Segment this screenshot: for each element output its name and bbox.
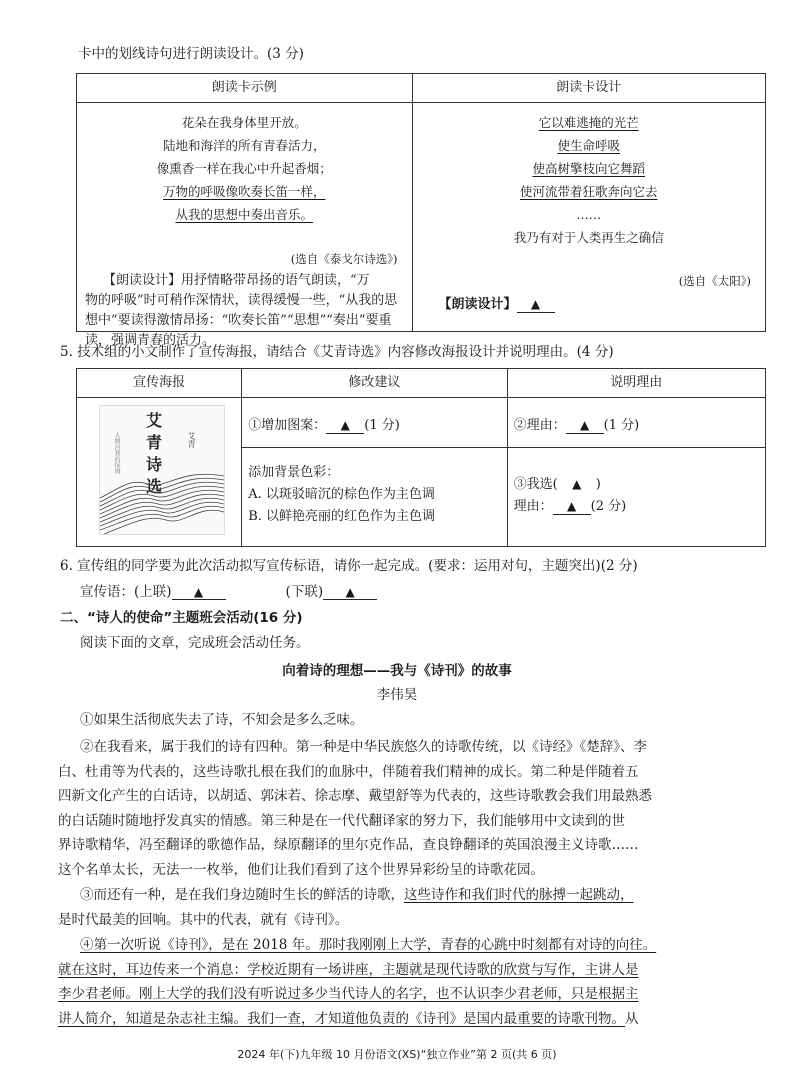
right-poem-line: 我乃有对于人类再生之确信 bbox=[513, 230, 664, 245]
p3-text: ③而还有一种，是在我们身边随时生长的鲜活的诗歌， bbox=[80, 887, 404, 903]
paragraph-2 bbox=[58, 735, 768, 883]
page-footer: 2024 年(下)九年级 10 月份语文(XS)“独立作业”第 2 页(共 6 页) bbox=[237, 1048, 557, 1061]
option-a[interactable]: A. 以斑驳暗沉的棕色作为主色调 bbox=[248, 487, 435, 502]
answer-blank[interactable] bbox=[326, 418, 364, 434]
reason-2-score: (2 分) bbox=[590, 499, 627, 514]
left-design-line: 想中”要读得激情昂扬：“吹奏长笛”“思想”“奏出”要重 bbox=[85, 313, 392, 328]
left-poem-line-underlined: 万物的呼吸像吹奏长笛一样， bbox=[162, 184, 326, 199]
reason-1-score: (1 分) bbox=[603, 418, 640, 433]
triangle-icon: ▲ bbox=[567, 499, 577, 513]
slogan-lower-label: (下联) bbox=[285, 584, 324, 600]
p3-text: 是时代最美的回响。其中的代表，就有《诗刊》。 bbox=[58, 911, 349, 928]
left-source: (选自《泰戈尔诗选》) bbox=[290, 252, 398, 266]
triangle-icon: ▲ bbox=[193, 585, 204, 599]
answer-blank[interactable] bbox=[553, 499, 591, 515]
left-poem-line: 像熏香一样在我心中升起香烟； bbox=[156, 161, 332, 176]
p2-line: 四新文化产生的白话诗，以胡适、郭沫若、徐志摩、戴望舒等为代表的，这些诗歌教会我们用最熟悉 bbox=[58, 788, 652, 805]
right-poem-line-underlined: 使高树擎枝向它舞蹈 bbox=[532, 161, 645, 176]
poster-cell bbox=[77, 398, 242, 547]
p4-underlined: 李少君老师。刚上大学的我们没有听说过多少当代诗人的名字，也不认识李少君老师，只是根据主 bbox=[58, 986, 639, 1003]
p2-line: 界诗歌精华，冯至翻译的歌德作品，绿原翻译的里尔克作品，查良铮翻译的英国浪漫主义诗歌…… bbox=[58, 837, 639, 854]
paragraph-3 bbox=[58, 883, 768, 932]
suggestion-2-cell bbox=[242, 448, 507, 547]
answer-blank[interactable] bbox=[566, 418, 604, 434]
left-poem-line-underlined: 从我的思想中奏出音乐。 bbox=[175, 207, 313, 222]
triangle-icon: ▲ bbox=[345, 585, 355, 599]
article-author: 李伟昊 bbox=[376, 687, 418, 703]
left-design-line: 物的呼吸”时可稍作深情状，读得缓慢一些，“从我的思 bbox=[85, 293, 398, 308]
suggestion-2-title: 添加背景色彩： bbox=[248, 465, 340, 480]
p2-line: 的白话随时随地抒发真实的情感。第三种是在一代代翻译家的努力下，我们能够用中文读到的世 bbox=[58, 812, 625, 829]
header-poster: 宣传海报 bbox=[77, 369, 242, 398]
answer-blank[interactable] bbox=[517, 297, 555, 313]
section-instruction: 阅读下面的文章，完成班会活动任务。 bbox=[80, 635, 310, 651]
right-poem-line-underlined: 它以难逃掩的光芒 bbox=[538, 115, 639, 130]
right-ellipsis: …… bbox=[576, 207, 602, 222]
paragraph-1: ①如果生活彻底失去了诗，不知会是多么乏味。 bbox=[80, 712, 364, 728]
header-suggestion: 修改建议 bbox=[242, 369, 507, 398]
p2-line: 这个名单太长，无法一一枚举，他们让我们看到了这个世界异彩纷呈的诗歌花园。 bbox=[58, 861, 544, 878]
answer-blank[interactable] bbox=[172, 585, 226, 600]
p4-underlined: 就在这时，耳边传来一个消息：学校近期有一场讲座，主题就是现代诗歌的欣赏与写作，主讲人是 bbox=[58, 961, 639, 978]
triangle-icon: ▲ bbox=[340, 418, 350, 432]
choose-end: ) bbox=[595, 477, 601, 492]
slogan-upper-label: 宣传语：(上联) bbox=[80, 584, 172, 600]
p2-line: ②在我看来，属于我们的诗有四种。第一种是中华民族悠久的诗歌传统，以《诗经》《楚辞》、李 bbox=[80, 739, 647, 755]
mountain-wave-icon bbox=[100, 458, 224, 534]
poster-title: 艾青诗选 bbox=[146, 411, 163, 496]
option-b[interactable]: B. 以鲜艳亮丽的红色作为主色调 bbox=[248, 509, 436, 524]
right-poem-line-underlined: 使河流带着狂歌奔向它去 bbox=[519, 184, 658, 199]
suggestion-1-score: (1 分) bbox=[364, 418, 400, 433]
poster-image bbox=[99, 405, 225, 535]
reason-2-label: 理由： bbox=[513, 499, 553, 514]
question-5: 5. 技术组的小文制作了宣传海报，请结合《艾青诗选》内容修改海报设计并说明理由。(4 分) bbox=[60, 344, 614, 360]
p2-line: 白、杜甫等为代表的，这些诗歌扎根在我们的血脉中，伴随着我们精神的成长。第二种是伴随着五 bbox=[58, 763, 639, 780]
p4-underlined: 讲人简介，知道是杂志社主编。我们一查，才知道他负责的《诗刊》是国内最重要的诗歌刊物。 bbox=[58, 1010, 625, 1027]
header-design: 朗读卡设计 bbox=[412, 74, 766, 103]
p4-tail: 从 bbox=[625, 1010, 639, 1027]
triangle-icon: ▲ bbox=[572, 477, 582, 491]
slogan-row bbox=[80, 583, 377, 601]
suggestion-1-cell bbox=[242, 398, 507, 448]
article-title: 向着诗的理想——我与《诗刊》的故事 bbox=[282, 663, 512, 679]
suggestion-1-label: ①增加图案： bbox=[248, 418, 327, 433]
answer-blank[interactable] bbox=[323, 585, 377, 600]
triangle-icon: ▲ bbox=[530, 297, 541, 311]
p4-underlined: ④第一次听说《诗刊》，是在 2018 年。那时我刚刚上大学，青春的心跳中时刻都有对诗的向往。 bbox=[80, 937, 657, 953]
poster-author: 艾青 bbox=[187, 432, 196, 448]
design-cell bbox=[412, 103, 766, 332]
right-design-label: 【朗读设计】 bbox=[438, 297, 517, 312]
poster-table bbox=[76, 368, 766, 547]
section-heading: 二、“诗人的使命”主题班会活动(16 分) bbox=[60, 610, 303, 626]
header-example: 朗读卡示例 bbox=[77, 74, 413, 103]
header-reason: 说明理由 bbox=[507, 369, 765, 398]
reason-1-cell bbox=[507, 398, 765, 448]
triangle-icon: ▲ bbox=[580, 418, 590, 432]
question-continuation: 卡中的划线诗句进行朗读设计。(3 分) bbox=[78, 46, 304, 62]
p3-underlined: 这些诗作和我们时代的脉搏一起跳动， bbox=[404, 887, 634, 903]
left-poem-line: 陆地和海洋的所有青春活力， bbox=[162, 138, 326, 153]
right-source: (选自《太阳》) bbox=[678, 274, 751, 288]
poster-small-text: 大堰河我的保姆 bbox=[113, 432, 120, 474]
question-6: 6. 宣传组的同学要为此次活动拟写宣传标语，请你一起完成。(要求：运用对句，主题突出)(2 分) bbox=[60, 558, 638, 574]
reading-card-table bbox=[76, 73, 766, 348]
reason-2-cell bbox=[507, 448, 765, 547]
left-design-line: 【朗读设计】用抒情略带昂扬的语气朗读，“万 bbox=[103, 273, 370, 288]
paragraph-4 bbox=[58, 933, 768, 1031]
choose-label: ③我选( bbox=[513, 477, 558, 492]
right-poem-line-underlined: 使生命呼吸 bbox=[557, 138, 620, 153]
left-design-line: 读，强调青春的活力。 bbox=[85, 333, 216, 348]
answer-blank[interactable] bbox=[558, 477, 596, 492]
reason-1-label: ②理由： bbox=[513, 418, 566, 433]
left-poem-line: 花朵在我身体里开放。 bbox=[181, 115, 307, 130]
example-cell bbox=[77, 103, 413, 348]
